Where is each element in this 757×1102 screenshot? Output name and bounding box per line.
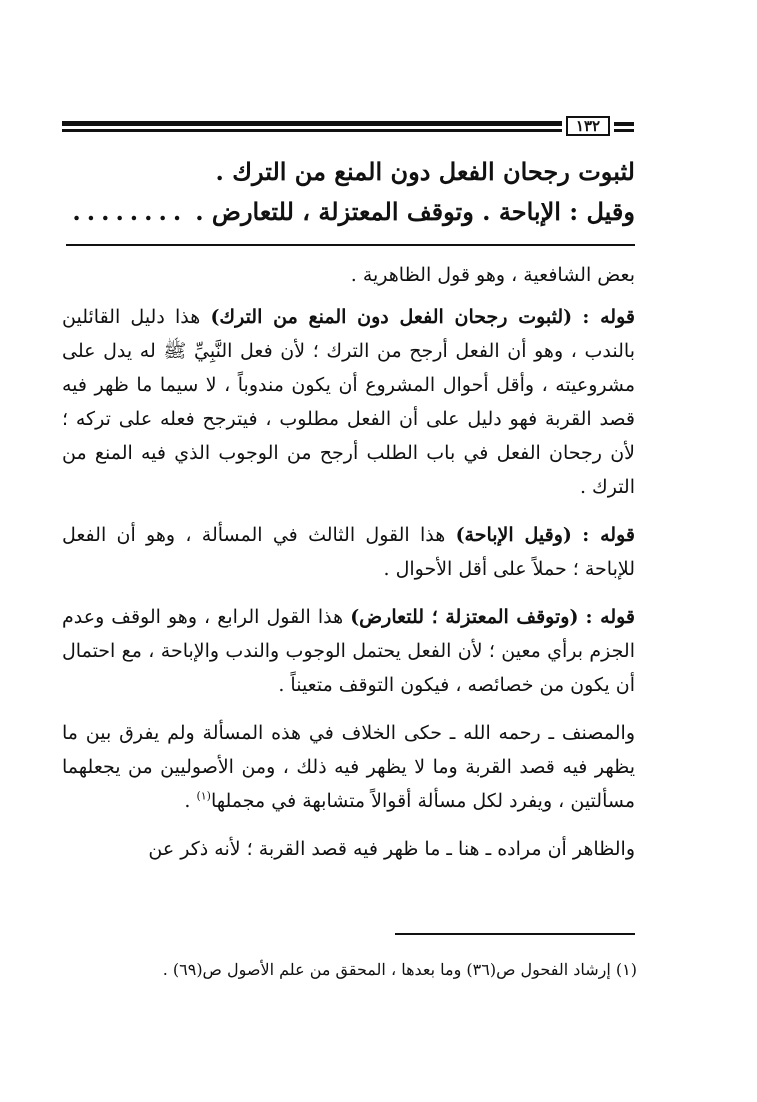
paragraph-3 xyxy=(62,600,635,702)
paragraph-0: بعض الشافعية ، وهو قول الظاهرية . xyxy=(350,264,635,286)
paragraph-1 xyxy=(62,300,635,504)
matn-line-2 xyxy=(72,192,635,232)
matn-line-2-text: وقيل : الإباحة . وتوقف المعتزلة ، للتعارض . xyxy=(195,197,635,226)
paragraph-end: . xyxy=(184,790,197,812)
quoted-matn: (لثبوت رجحان الفعل دون المنع من الترك) xyxy=(210,306,573,328)
header-rule-short xyxy=(614,122,634,126)
matn-separator xyxy=(66,244,635,246)
header-rule xyxy=(62,129,562,132)
quoted-matn: (وقيل الإباحة) xyxy=(455,524,572,546)
commentary xyxy=(62,258,635,880)
matn-line-1-text: لثبوت رجحان الفعل دون المنع من الترك . xyxy=(215,157,635,186)
footnote-separator xyxy=(395,933,635,935)
matn-text xyxy=(72,152,635,232)
header-rule xyxy=(62,121,562,126)
paragraph-text: والمصنف ـ رحمه الله ـ حكى الخلاف في هذه المسألة ولم يفرق بين ما يظهر فيه قصد القربة وما لا يظهر فيه ذلك ، ومن الأصوليين من يجعلهما مسألتين ، ويفرد لكل مسألة أقوالاً متشابهة في مجملها xyxy=(62,722,635,812)
paragraph-2 xyxy=(62,518,635,586)
page-header xyxy=(62,116,634,138)
paragraph-text: هذا القول الثالث في المسألة ، وهو أن الفعل للإباحة ؛ حملاً على أقل الأحوال . xyxy=(62,524,635,580)
paragraph-text: هذا دليل القائلين بالندب ، وهو أن الفعل أرجح من الترك ؛ لأن فعل النَّبِيِّ ﷺ له يدل على مشروعيته ، وأقل أحوال المشروع أن يكون مندوباً ، لا سيما ما ظهر فيه قصد القربة فهو دليل على أن الفعل مطلوب ، فيترجح فعله على تركه ؛ لأن رجحان الفعل في باب الطلب أرجح من الوجوب الذي فيه المنع من الترك . xyxy=(62,306,635,498)
page-number: ١٣٢ xyxy=(566,116,610,136)
paragraph-text: هذا القول الرابع ، وهو الوقف وعدم الجزم برأي معين ؛ لأن الفعل يحتمل الوجوب والندب والإباحة ، مع احتمال أن يكون من خصائصه ، فيكون التوقف متعيناً . xyxy=(62,606,635,696)
matn-dots: ........ xyxy=(72,197,188,226)
footnote-ref: (١) xyxy=(196,789,211,803)
matn-line-1 xyxy=(115,152,635,192)
paragraph-4 xyxy=(62,716,635,818)
paragraph-intro: قوله : xyxy=(582,306,635,328)
paragraph-5: والظاهر أن مراده ـ هنا ـ ما ظهر فيه قصد القربة ؛ لأنه ذكر عن xyxy=(148,838,635,860)
paragraph-intro: قوله : xyxy=(585,606,636,628)
quoted-matn: (وتوقف المعتزلة ؛ للتعارض) xyxy=(350,606,579,628)
paragraph-intro: قوله : xyxy=(582,524,635,546)
header-rule-short xyxy=(614,129,634,132)
footnote: (١) إرشاد الفحول ص(٣٦) وما بعدها ، المحقق من علم الأصول ص(٦٩) . xyxy=(162,960,637,979)
